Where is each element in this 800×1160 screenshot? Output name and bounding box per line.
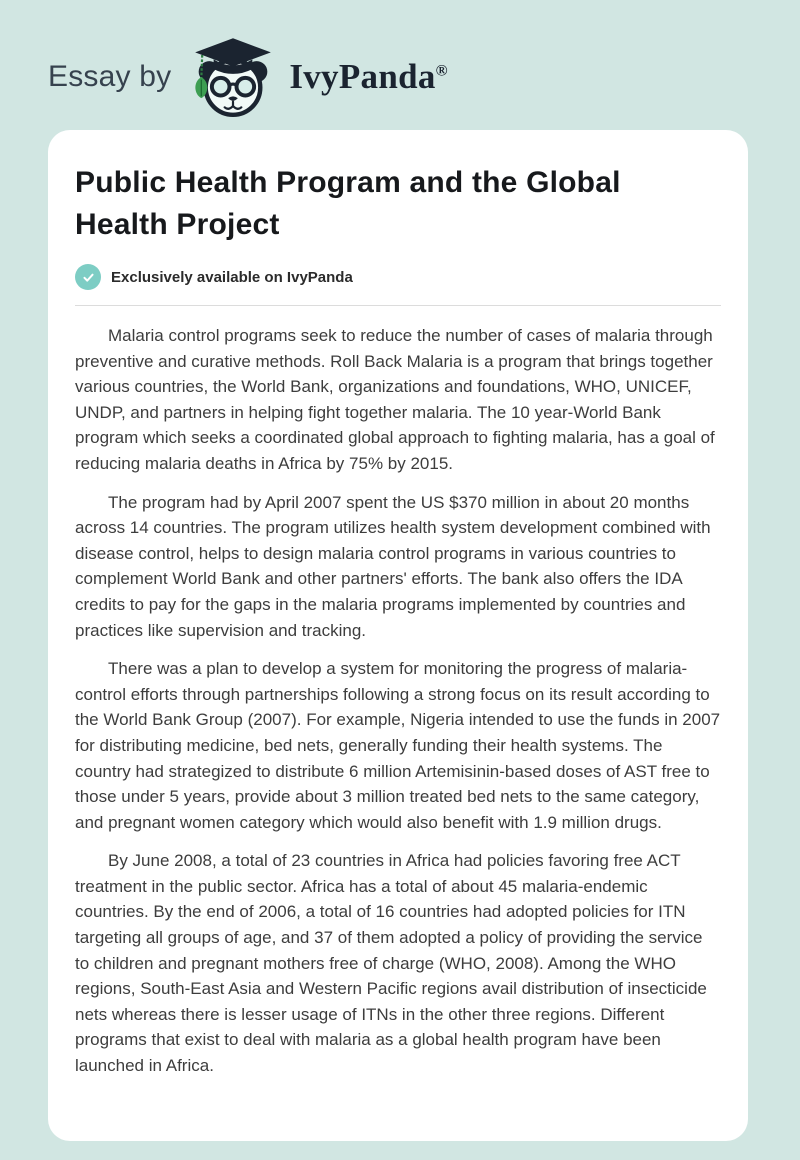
essay-body [75, 323, 721, 1079]
essay-card [48, 130, 748, 1141]
essay-paragraph: The program had by April 2007 spent the US $370 million in about 20 months across 14 countries. The program utilizes health system development combined with disease control, helps to design malaria control programs in various countries to complement World Bank and other partners' efforts. The bank also offers the IDA credits to pay for the gaps in the malaria programs implemented by countries and practices like supervision and tracking. [75, 492, 711, 640]
divider [75, 305, 721, 306]
essay-paragraph: By June 2008, a total of 23 countries in Africa had policies favoring free ACT treatment in the public sector. Africa has a total of about 45 malaria-endemic countries. By the end of 2006, a total of 16 countries had adopted policies for ITN targeting all groups of age, and 37 of them adopted a policy of providing the service to children and pregnant mothers free of charge (WHO, 2008). Among the WHO regions, South-East Asia and Western Pacific regions avail distribution of insecticide nets whereas there is lesser usage of ITNs in the other three regions. Different programs that exist to deal with malaria as a global health program have been launched in Africa. [75, 851, 707, 1076]
registered-trademark: ® [435, 62, 448, 80]
brand-name [289, 57, 448, 97]
page-title: Public Health Program and the Global Health Project [75, 166, 621, 241]
checkmark-icon [75, 264, 101, 290]
brand-text: IvyPanda [289, 57, 436, 96]
essay-paragraph: Malaria control programs seek to reduce the number of cases of malaria through preventive and curative methods. Roll Back Malaria is a program that brings together various countries, the World Bank, organizations and foundations, WHO, UNICEF, UNDP, and partners in helping fight together malaria. The 10 year-World Bank program which seeks a coordinated global approach to fighting malaria, has a goal of reducing malaria deaths in Africa by 75% by 2015. [75, 326, 715, 473]
exclusive-badge [75, 264, 721, 290]
site-header [0, 0, 800, 128]
ivypanda-panda-logo-icon [187, 33, 279, 121]
essay-by-label: Essay by [48, 60, 172, 93]
badge-label: Exclusively available on IvyPanda [111, 268, 353, 286]
essay-paragraph: There was a plan to develop a system for monitoring the progress of malaria-control efforts through partnerships following a strong focus on its result according to the World Bank Group (2007). For example, Nigeria intended to use the funds in 2007 for distributing medicine, bed nets, generally funding their health systems. The country had strategized to distribute 6 million Artemisinin-based doses of AST free to those under 5 years, provide about 3 million treated bed nets to the same category, and pregnant women category which would also benefit with 1.9 million drugs. [75, 659, 721, 832]
